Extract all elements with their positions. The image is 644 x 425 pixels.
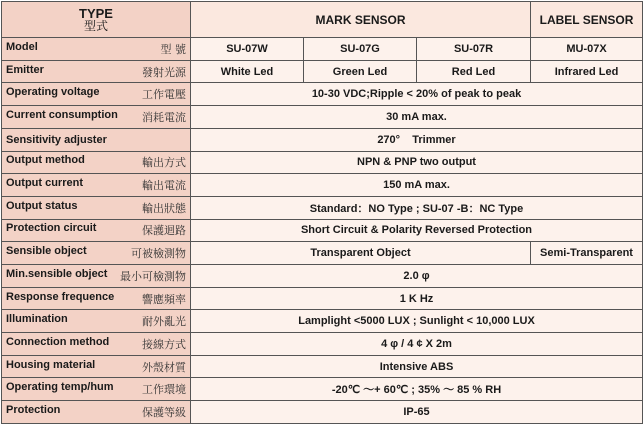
row-label: Output method 輸出方式 bbox=[2, 151, 191, 174]
row-model bbox=[2, 38, 643, 61]
row-label: Emitter 發射光源 bbox=[2, 60, 191, 83]
emitter-cell: Green Led bbox=[304, 60, 417, 83]
model-cell: SU-07W bbox=[191, 38, 304, 61]
row-response-frequence bbox=[2, 287, 643, 310]
row-label: Response frequence 響應頻率 bbox=[2, 287, 191, 310]
row-value: NPN & PNP two output bbox=[191, 151, 643, 174]
row-value: 270° Trimmer bbox=[191, 128, 643, 151]
type-header-zh: 型式 bbox=[83, 18, 108, 33]
row-operating-voltage bbox=[2, 83, 643, 106]
row-value: Intensive ABS bbox=[191, 355, 643, 378]
row-label: Output current 輸出電流 bbox=[2, 174, 191, 197]
row-label: Illumination 耐外亂光 bbox=[2, 310, 191, 333]
mark-sensor-header: MARK SENSOR bbox=[191, 2, 531, 38]
row-value-label-sensor: Semi-Transparent bbox=[531, 242, 643, 265]
row-housing-material bbox=[2, 355, 643, 378]
row-output-status bbox=[2, 196, 643, 219]
row-label: Current consumption 消耗電流 bbox=[2, 106, 191, 129]
row-current-consumption bbox=[2, 106, 643, 129]
emitter-cell: White Led bbox=[191, 60, 304, 83]
row-operating-temp-hum bbox=[2, 378, 643, 401]
row-label: Min.sensible object 最小可檢測物 bbox=[2, 264, 191, 287]
row-protection bbox=[2, 401, 643, 424]
emitter-cell: Red Led bbox=[417, 60, 531, 83]
row-value: 30 mA max. bbox=[191, 106, 643, 129]
row-label: Operating voltage 工作電壓 bbox=[2, 83, 191, 106]
spec-table bbox=[1, 1, 643, 424]
model-cell: MU-07X bbox=[531, 38, 643, 61]
row-output-method bbox=[2, 151, 643, 174]
row-label: Protection 保護等級 bbox=[2, 401, 191, 424]
row-connection-method bbox=[2, 333, 643, 356]
row-label: Operating temp/hum 工作環境 bbox=[2, 378, 191, 401]
row-value: Lamplight <5000 LUX ; Sunlight < 10,000 LUX bbox=[191, 310, 643, 333]
row-emitter bbox=[2, 60, 643, 83]
type-header-en: TYPE bbox=[79, 5, 113, 21]
row-value: -20℃ ～+ 60℃ ; 35% ～ 85 % RH bbox=[191, 378, 643, 401]
type-header bbox=[2, 2, 191, 38]
label-sensor-header: LABEL SENSOR bbox=[531, 2, 643, 38]
model-cell: SU-07R bbox=[417, 38, 531, 61]
row-label: Output status 輸出狀態 bbox=[2, 196, 191, 219]
row-label: Connection method 接線方式 bbox=[2, 333, 191, 356]
row-value: Short Circuit & Polarity Reversed Protection bbox=[191, 219, 643, 242]
row-protection-circuit bbox=[2, 219, 643, 242]
row-value: 4 φ / 4 ¢ X 2m bbox=[191, 333, 643, 356]
row-value: 150 mA max. bbox=[191, 174, 643, 197]
row-value: Transparent Object bbox=[191, 242, 531, 265]
row-label: Protection circuit 保護迴路 bbox=[2, 219, 191, 242]
row-min-sensible-object bbox=[2, 264, 643, 287]
row-sensible-object bbox=[2, 242, 643, 265]
model-cell: SU-07G bbox=[304, 38, 417, 61]
row-label: Housing material 外殼材質 bbox=[2, 355, 191, 378]
row-value: 10-30 VDC;Ripple < 20% of peak to peak bbox=[191, 83, 643, 106]
row-illumination bbox=[2, 310, 643, 333]
row-value: Standard：NO Type ; SU-07 -B：NC Type bbox=[191, 196, 643, 219]
row-value: 1 K Hz bbox=[191, 287, 643, 310]
row-label: Sensitivity adjuster bbox=[2, 128, 191, 151]
row-label: Model 型 號 bbox=[2, 38, 191, 61]
row-value: 2.0 φ bbox=[191, 264, 643, 287]
row-output-current bbox=[2, 174, 643, 197]
row-sensitivity-adjuster bbox=[2, 128, 643, 151]
header-row bbox=[2, 2, 643, 38]
emitter-cell: Infrared Led bbox=[531, 60, 643, 83]
row-label: Sensible object 可被檢測物 bbox=[2, 242, 191, 265]
row-value: IP-65 bbox=[191, 401, 643, 424]
